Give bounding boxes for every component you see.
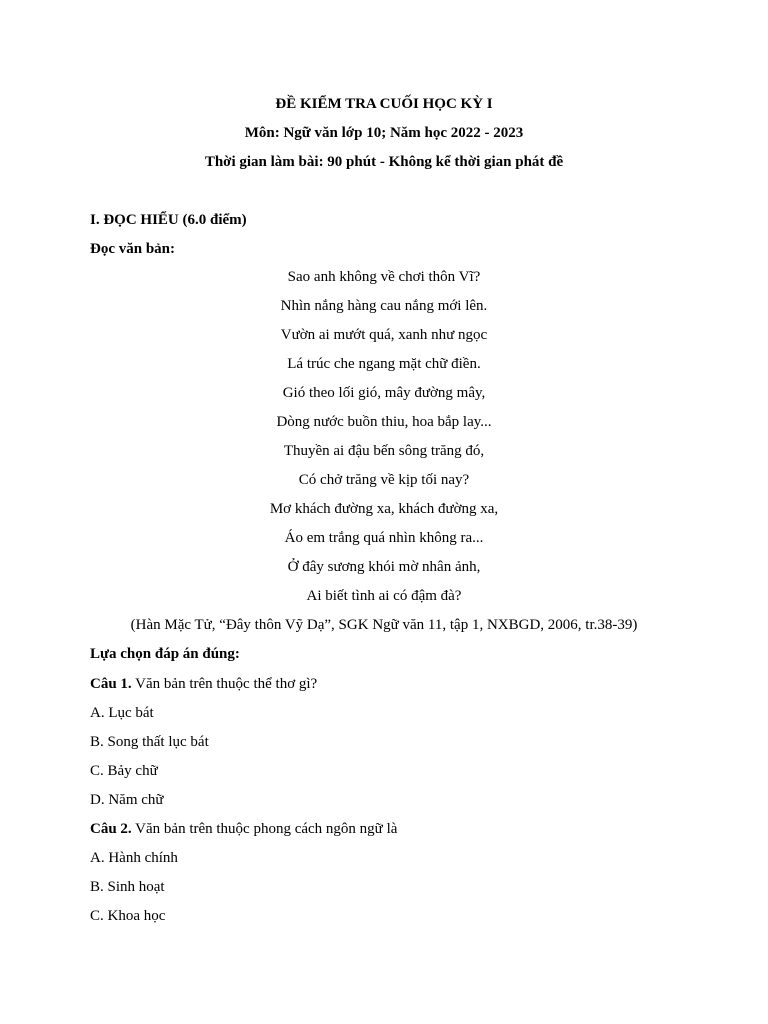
poem-line: Lá trúc che ngang mặt chữ điền. <box>287 356 481 372</box>
poem-line: Thuyền ai đậu bến sông trăng đó, <box>283 443 485 459</box>
answer-option: C. Khoa học <box>90 908 166 924</box>
answer-option: B. Song thất lục bát <box>90 734 209 750</box>
question-1 <box>90 675 317 693</box>
answer-option: A. Hành chính <box>90 850 178 866</box>
poem-line: Có chở trăng về kịp tối nay? <box>298 472 470 488</box>
question-2 <box>90 820 397 838</box>
poem-line: Ở đây sương khói mờ nhân ảnh, <box>287 559 481 575</box>
answer-option: C. Bảy chữ <box>90 763 158 779</box>
answer-option: A. Lục bát <box>90 705 154 721</box>
poem-line: Nhìn nắng hàng cau nắng mới lên. <box>280 298 488 314</box>
question-text: Văn bản trên thuộc thể thơ gì? <box>131 676 318 692</box>
answer-option: D. Năm chữ <box>90 792 164 808</box>
exam-subject: Môn: Ngữ văn lớp 10; Năm học 2022 - 2023 <box>244 125 524 141</box>
question-label: Câu 1. <box>90 676 132 692</box>
poem-line: Ai biết tình ai có đậm đà? <box>306 588 462 604</box>
exam-time: Thời gian làm bài: 90 phút - Không kể thời gian phát đề <box>204 154 564 170</box>
answer-option: B. Sinh hoạt <box>90 879 165 895</box>
instruction: Lựa chọn đáp án đúng: <box>90 646 240 662</box>
poem-line: Sao anh không về chơi thôn Vĩ? <box>287 269 481 285</box>
section-heading: I. ĐỌC HIỂU (6.0 điểm) <box>90 212 247 228</box>
read-label: Đọc văn bản: <box>90 241 176 257</box>
question-label: Câu 2. <box>90 821 132 837</box>
poem-line: Dòng nước buồn thiu, hoa bắp lay... <box>276 414 492 430</box>
poem-line: Mơ khách đường xa, khách đường xa, <box>269 501 499 517</box>
exam-title: ĐỀ KIỂM TRA CUỐI HỌC KỲ I <box>275 96 493 112</box>
poem-line: Gió theo lối gió, mây đường mây, <box>282 385 486 401</box>
citation: (Hàn Mặc Tử, “Đây thôn Vỹ Dạ”, SGK Ngữ văn 11, tập 1, NXBGD, 2006, tr.38-39) <box>130 617 638 633</box>
poem-line: Áo em trắng quá nhìn không ra... <box>284 530 484 546</box>
question-text: Văn bản trên thuộc phong cách ngôn ngữ là <box>131 821 398 837</box>
poem-line: Vườn ai mướt quá, xanh như ngọc <box>280 327 488 343</box>
